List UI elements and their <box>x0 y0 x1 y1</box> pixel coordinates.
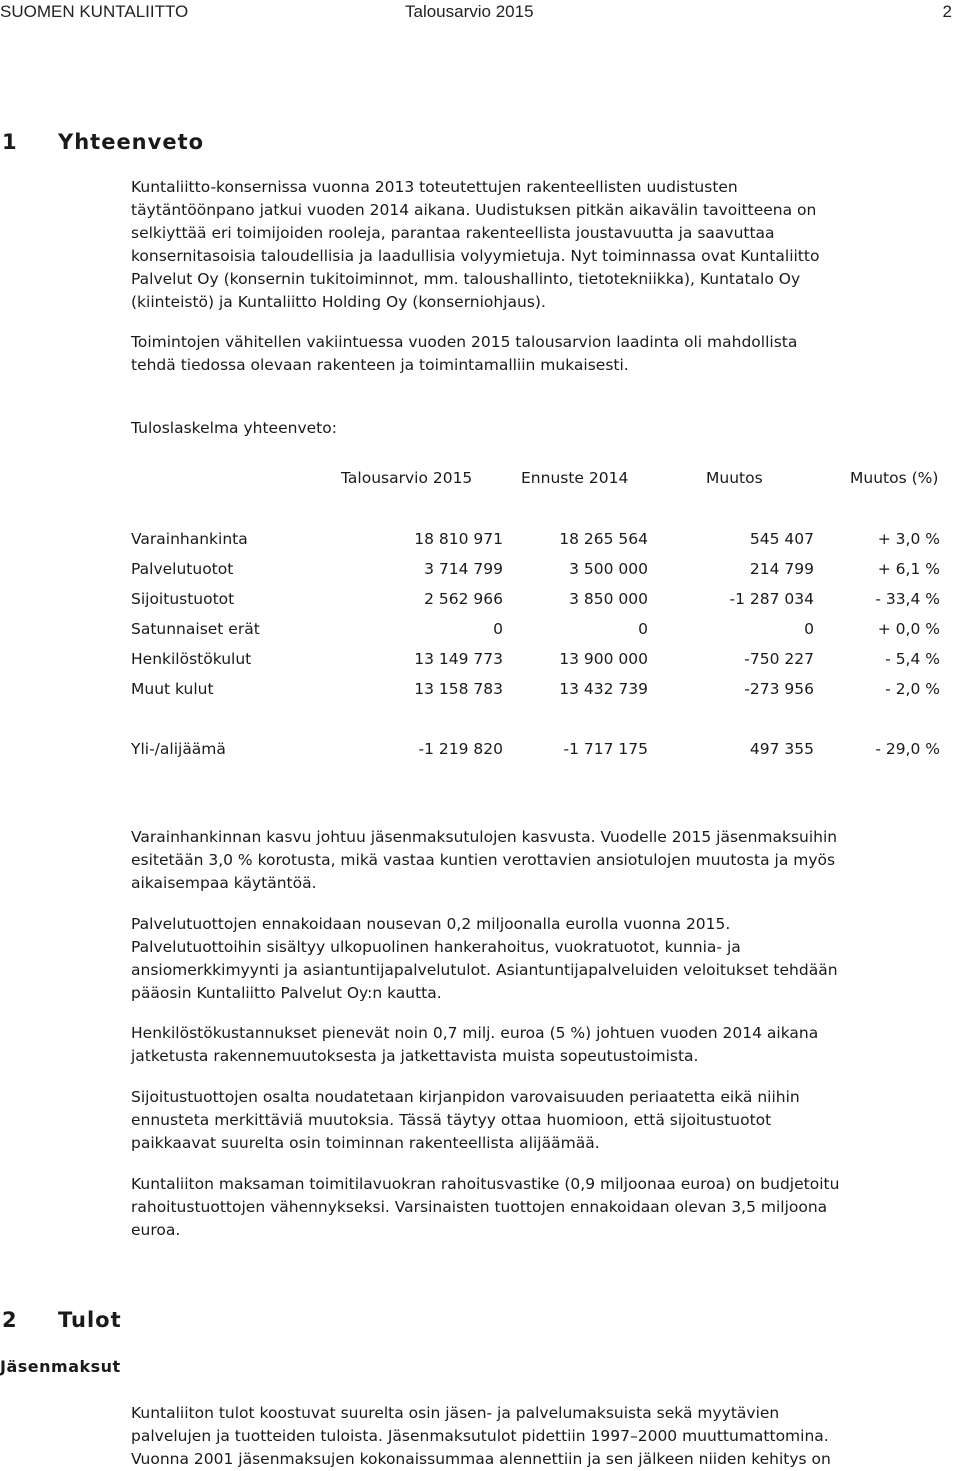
cell-forecast-2014: 13 900 000 <box>559 650 648 668</box>
cell-budget-2015: 0 <box>493 620 503 638</box>
row-label: Sijoitustuotot <box>131 590 235 608</box>
cell-forecast-2014: 3 850 000 <box>569 590 648 608</box>
text-line: ennusteta merkittäviä muutoksia. Tässä täytyy ottaa huomioon, että sijoitustuotot <box>131 1111 772 1129</box>
header-document-title: Talousarvio 2015 <box>405 2 534 21</box>
cell-budget-2015: 13 149 773 <box>414 650 503 668</box>
cell-forecast-2014: 13 432 739 <box>559 680 648 698</box>
cell-change-percent: - 33,4 % <box>875 590 940 608</box>
text-line: Varainhankinnan kasvu johtuu jäsenmaksutulojen kasvusta. Vuodelle 2015 jäsenmaksuihin <box>131 828 838 846</box>
text-line: Sijoitustuottojen osalta noudatetaan kirjanpidon varovaisuuden periaatetta eikä niihin <box>131 1088 800 1106</box>
cell-change-percent: + 6,1 % <box>877 560 940 578</box>
subheading-jasenmaksut: Jäsenmaksut <box>0 1357 121 1376</box>
table-row <box>0 650 960 674</box>
cell-change: -273 956 <box>744 680 814 698</box>
cell-change-percent: + 0,0 % <box>877 620 940 638</box>
cell-change-percent: - 5,4 % <box>885 650 940 668</box>
summary-paragraph-2 <box>131 331 957 377</box>
table-row <box>0 530 960 554</box>
text-line: jatketusta rakennemuutoksesta ja jatkettavista muista sopeutustoimista. <box>131 1047 699 1065</box>
page-header <box>0 2 960 26</box>
text-line: selkiyttää eri toimijoiden rooleja, parantaa rakenteellista joustavuutta ja saavuttaa <box>131 224 775 242</box>
text-line: aikaisempaa käytäntöä. <box>131 874 317 892</box>
column-header: Muutos (%) <box>850 469 939 487</box>
table-row <box>0 680 960 704</box>
text-line: Kuntaliiton maksaman toimitilavuokran rahoitusvastike (0,9 miljoonaa euroa) on budjetoitu <box>131 1175 840 1193</box>
cell-forecast-2014: 0 <box>638 620 648 638</box>
cell-budget-2015: 3 714 799 <box>424 560 503 578</box>
table-row <box>0 590 960 614</box>
text-line: Kuntaliiton tulot koostuvat suurelta osin jäsen- ja palvelumaksuista sekä myytävien <box>131 1404 780 1422</box>
column-header: Ennuste 2014 <box>521 469 629 487</box>
cell-change: 0 <box>804 620 814 638</box>
table-total-row <box>0 740 960 764</box>
section-number: 2 <box>2 1308 18 1332</box>
section-heading-tulot <box>2 1308 122 1332</box>
text-line: palvelujen ja tuotteiden tuloista. Jäsenmaksutulot pidettiin 1997–2000 muuttumattomina. <box>131 1427 829 1445</box>
row-label: Palvelutuotot <box>131 560 234 578</box>
section-title: Yhteenveto <box>58 130 205 154</box>
cell-forecast-2014: 18 265 564 <box>559 530 648 548</box>
explanation-paragraph-rahoitus <box>131 1173 957 1242</box>
text-line: tehdä tiedossa olevaan rakenteen ja toimintamalliin mukaisesti. <box>131 356 629 374</box>
text-line: paikkaavat suurelta osin toiminnan rakenteellista alijäämää. <box>131 1134 600 1152</box>
cell-budget-2015: 2 562 966 <box>424 590 503 608</box>
text-line: Kuntaliitto-konsernissa vuonna 2013 toteutettujen rakenteellisten uudistusten <box>131 178 738 196</box>
cell-change-percent: + 3,0 % <box>877 530 940 548</box>
row-label: Yli-/alijäämä <box>131 740 226 758</box>
explanation-paragraph-henkilostokulut <box>131 1022 957 1068</box>
text-line: konsernitasoisia taloudellisia ja laadullisia volyymietuja. Nyt toiminnassa ovat Kuntaliitto <box>131 247 820 265</box>
explanation-paragraph-varainhankinta <box>131 826 957 895</box>
table-row <box>0 560 960 584</box>
column-header: Muutos <box>706 469 763 487</box>
text-line: esitetään 3,0 % korotusta, mikä vastaa kuntien verottavien ansiotulojen muutosta ja myös <box>131 851 836 869</box>
column-header: Talousarvio 2015 <box>341 469 473 487</box>
header-page-number: 2 <box>942 2 952 21</box>
cell-forecast-2014: 3 500 000 <box>569 560 648 578</box>
cell-budget-2015: 18 810 971 <box>414 530 503 548</box>
text-line: euroa. <box>131 1221 181 1239</box>
explanation-paragraph-palvelutuotot <box>131 913 957 1005</box>
table-row <box>0 620 960 644</box>
text-line: Palvelutuottojen ennakoidaan nousevan 0,2 miljoonalla eurolla vuonna 2015. <box>131 915 731 933</box>
text-line: ansiomerkkimyynti ja asiantuntijapalvelutulot. Asiantuntijapalveluiden veloitukset tehdään <box>131 961 838 979</box>
text-line: Palvelut Oy (konsernin tukitoiminnot, mm. taloushallinto, tietotekniikka), Kuntatalo Oy <box>131 270 801 288</box>
row-label: Henkilöstökulut <box>131 650 252 668</box>
cell-change-percent: - 29,0 % <box>875 740 940 758</box>
section-number: 1 <box>2 130 18 154</box>
cell-budget-2015: 13 158 783 <box>414 680 503 698</box>
cell-change: 497 355 <box>749 740 814 758</box>
text-line: Henkilöstökustannukset pienevät noin 0,7 milj. euroa (5 %) johtuen vuoden 2014 aikana <box>131 1024 819 1042</box>
text-line: täytäntöönpano jatkui vuoden 2014 aikana. Uudistuksen pitkän aikavälin tavoitteena on <box>131 201 817 219</box>
cell-change: 214 799 <box>749 560 814 578</box>
row-label: Varainhankinta <box>131 530 248 548</box>
row-label: Muut kulut <box>131 680 214 698</box>
cell-budget-2015: -1 219 820 <box>418 740 503 758</box>
cell-change: -1 287 034 <box>729 590 814 608</box>
text-line: pääosin Kuntaliitto Palvelut Oy:n kautta. <box>131 984 442 1002</box>
tulot-paragraph <box>131 1402 957 1471</box>
row-label: Satunnaiset erät <box>131 620 260 638</box>
text-line: Palvelutuottoihin sisältyy ulkopuolinen hankerahoitus, vuokratuotot, kunnia- ja <box>131 938 741 956</box>
text-line: (kiinteistö) ja Kuntaliitto Holding Oy (konserniohjaus). <box>131 293 546 311</box>
section-title: Tulot <box>58 1308 122 1332</box>
cell-forecast-2014: -1 717 175 <box>563 740 648 758</box>
text-line: Vuonna 2001 jäsenmaksujen kokonaissummaa alennettiin ja sen jälkeen niiden kehitys on <box>131 1450 831 1468</box>
text-line: Toimintojen vähitellen vakiintuessa vuoden 2015 talousarvion laadinta oli mahdollista <box>131 333 798 351</box>
explanation-paragraph-sijoitustuotot <box>131 1086 957 1155</box>
summary-paragraph-1 <box>131 176 957 314</box>
section-heading-yhteenveto <box>2 130 204 154</box>
cell-change: 545 407 <box>749 530 814 548</box>
text-line: rahoitustuottojen vähennykseksi. Varsinaisten tuottojen ennakoidaan olevan 3,5 miljoona <box>131 1198 828 1216</box>
cell-change: -750 227 <box>744 650 814 668</box>
cell-change-percent: - 2,0 % <box>885 680 940 698</box>
header-organization: SUOMEN KUNTALIITTO <box>0 2 189 21</box>
table-title: Tuloslaskelma yhteenveto: <box>131 419 337 437</box>
